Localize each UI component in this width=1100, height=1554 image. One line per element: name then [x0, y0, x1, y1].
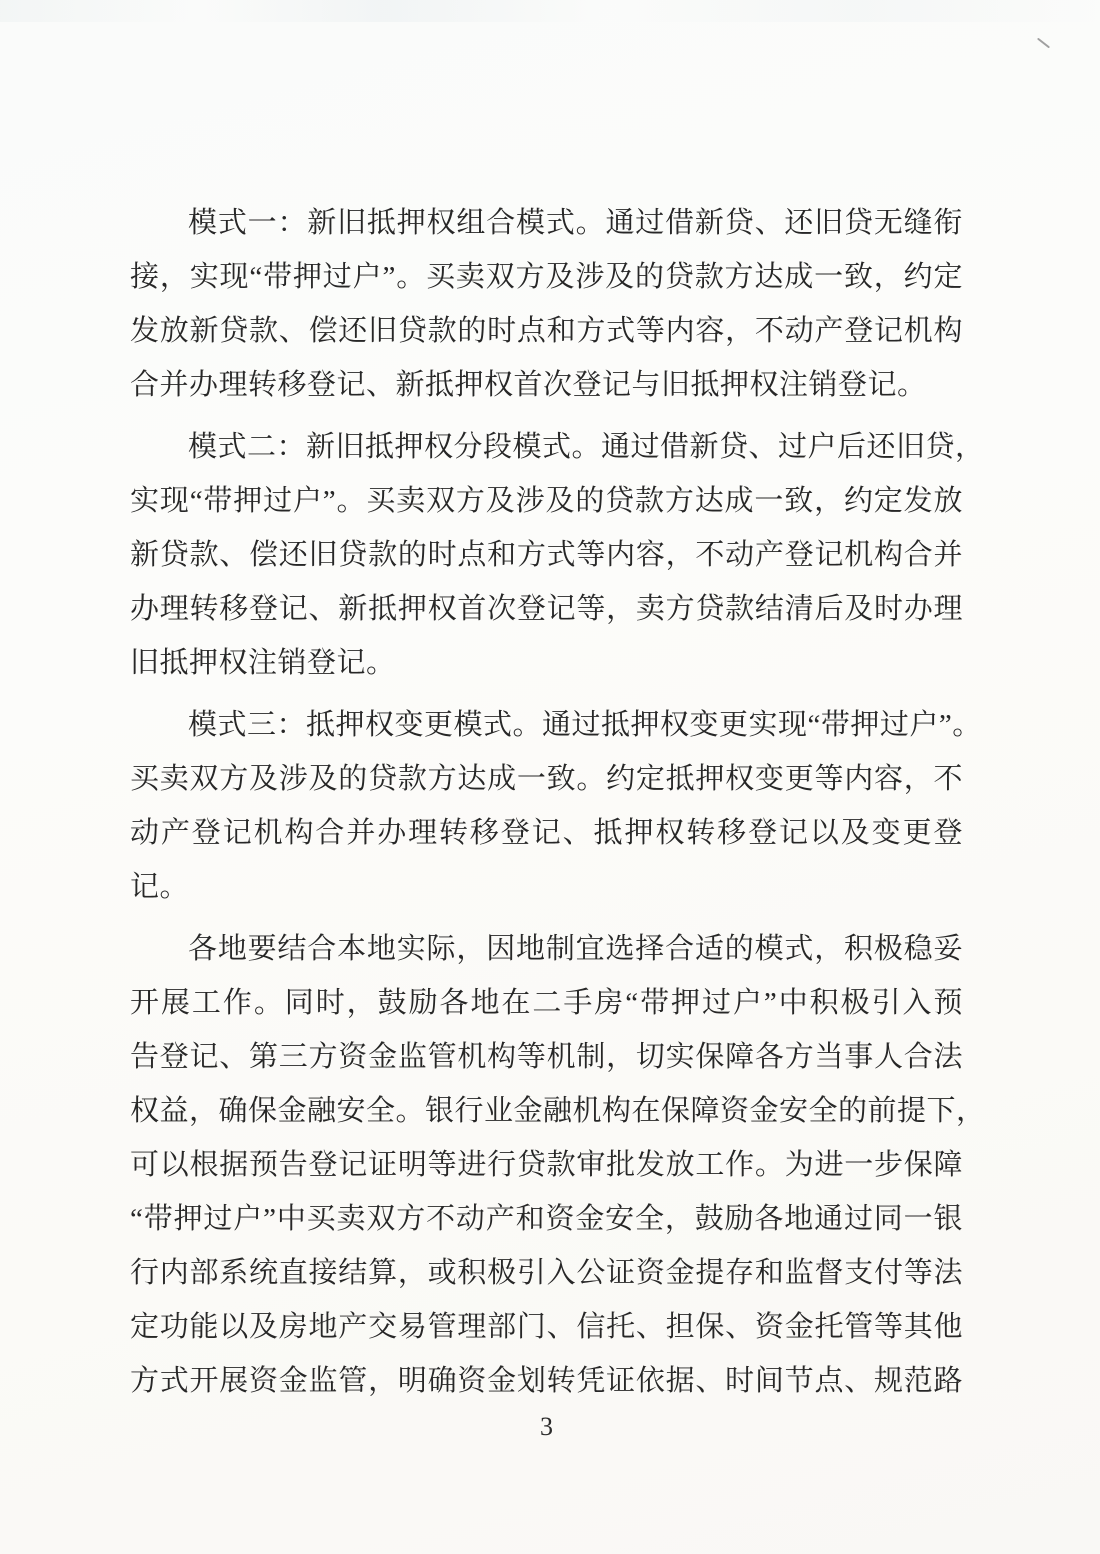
text-line: 方式开展资金监管，明确资金划转凭证依据、时间节点、规范路 [130, 1365, 963, 1397]
paragraph [130, 698, 982, 914]
text-line: 开展工作。同时，鼓励各地在二手房“带押过户”中积极引入预 [130, 987, 963, 1019]
text-line: 买卖双方及涉及的贷款方达成一致。约定抵押权变更等内容，不 [130, 763, 963, 795]
text-line: 合并办理转移登记、新抵押权首次登记与旧抵押权注销登记。 [130, 369, 927, 401]
text-line: 权益，确保金融安全。银行业金融机构在保障资金安全的前提下， [130, 1095, 986, 1127]
text-line: 办理转移登记、新抵押权首次登记等，卖方贷款结清后及时办理 [130, 593, 963, 625]
text-line: 行内部系统直接结算，或积极引入公证资金提存和监督支付等法 [130, 1257, 963, 1289]
text-line: 告登记、第三方资金监管机构等机制，切实保障各方当事人合法 [130, 1041, 963, 1073]
text-line: 定功能以及房地产交易管理部门、信托、担保、资金托管等其他 [130, 1311, 963, 1343]
paragraph [130, 420, 985, 690]
scan-artifact [1037, 38, 1050, 49]
text-line: 动产登记机构合并办理转移登记、抵押权转移登记以及变更登 [130, 817, 963, 849]
text-line: 记。 [130, 871, 190, 903]
text-line: 接，实现“带押过户”。买卖双方及涉及的贷款方达成一致，约定 [130, 261, 963, 293]
text-line: 各地要结合本地实际，因地制宜选择合适的模式，积极稳妥 [188, 933, 963, 965]
text-line: 发放新贷款、偿还旧贷款的时点和方式等内容，不动产登记机构 [130, 315, 963, 347]
text-line: “带押过户”中买卖双方不动产和资金安全，鼓励各地通过同一银 [130, 1203, 963, 1235]
text-line: 实现“带押过户”。买卖双方及涉及的贷款方达成一致，约定发放 [130, 485, 963, 517]
text-line: 可以根据预告登记证明等进行贷款审批发放工作。为进一步保障 [130, 1149, 963, 1181]
text-line: 新贷款、偿还旧贷款的时点和方式等内容，不动产登记机构合并 [130, 539, 963, 571]
page-number: 3 [540, 1412, 553, 1441]
scan-smudge [0, 0, 1100, 22]
text-line: 模式一：新旧抵押权组合模式。通过借新贷、还旧贷无缝衔 [188, 207, 963, 239]
text-line: 模式二：新旧抵押权分段模式。通过借新贷、过户后还旧贷， [188, 431, 985, 463]
document-body [130, 196, 986, 1416]
paragraph [130, 922, 986, 1408]
text-line: 模式三：抵押权变更模式。通过抵押权变更实现“带押过户”。 [188, 709, 982, 741]
text-line: 旧抵押权注销登记。 [130, 647, 396, 679]
paragraph [130, 196, 963, 412]
